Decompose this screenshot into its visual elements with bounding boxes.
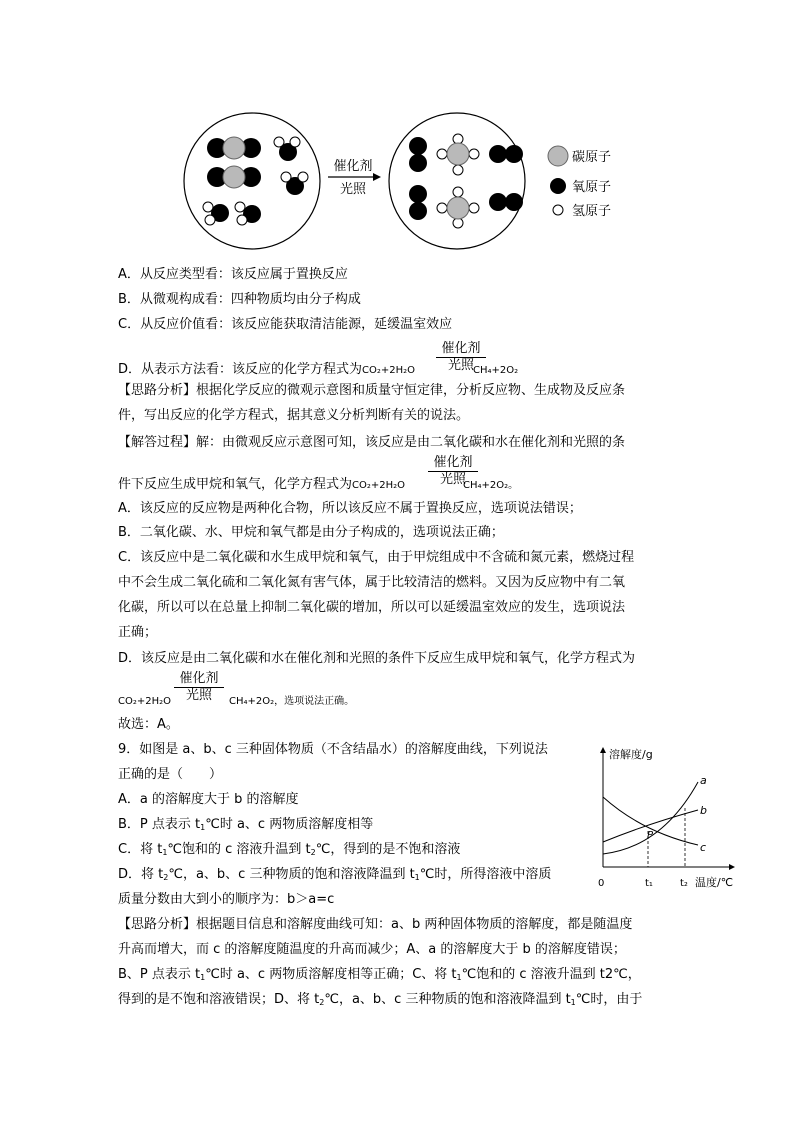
q8-explain-d2: CO₂+2H₂O CH₄+2O₂，选项说法正确。 [118,696,355,707]
q8-option-b: B．从微观构成看：四种物质均由分子构成 [118,292,361,307]
q8-explain-d-condition: 催化剂 光照 [172,671,226,704]
q8-option-d: D．从表示方法看：该反应的化学方程式为CO₂+2H₂O CH₄+2O₂ [118,362,519,377]
reaction-diagram [180,110,640,255]
light-label: 光照 [339,182,367,197]
q8-explain-c3: 化碳，所以可以在总量上抑制二氧化碳的增加，所以可以延缓温室效应的发生，选项说法 [118,600,626,615]
q8-explain-c4: 正确； [118,625,158,640]
series-b-label: b [700,804,707,817]
x-tick-t2: t₂ [680,878,688,889]
catalyst-label: 催化剂 [333,159,373,174]
q8-analysis-line2: 件，写出反应的化学方程式，据其意义分析判断有关的说法。 [118,408,470,423]
q8-solve-condition: 催化剂 光照 [426,455,480,488]
q9-stem-line1: 9．如图是 a、b、c 三种固体物质（不含结晶水）的溶解度曲线，下列说法 [118,742,548,757]
y-axis-label: 溶解度/g [609,748,653,761]
q9-option-d-line1: D．将 $t_2℃$，a、b、c 三种物质的饱和溶液降温到 $t_1℃$时，所得溶液中溶质 [118,867,552,882]
q8-explain-a: A．该反应的反应物是两种化合物，所以该反应不属于置换反应，选项说法错误； [118,501,582,516]
legend-hydrogen-label: 氢原子 [572,204,612,219]
q8-explain-c1: C．该反应中是二氧化碳和水生成甲烷和氧气，由于甲烷组成中不含硫和氮元素，燃烧过程 [118,550,635,565]
q8-explain-d1: D．该反应是由二氧化碳和水在催化剂和光照的条件下反应生成甲烷和氧气，化学方程式为 [118,651,636,666]
q8-option-d-condition: 催化剂 光照 [434,341,488,374]
co2-molecule [207,166,261,188]
q8-explain-c2: 中不会生成二氧化硫和二氧化氮有害气体，属于比较清洁的燃料。又因为反应物中有二氧 [118,575,626,590]
q9-analysis-line4: 得到的是不饱和溶液错误；D、将 $t_2℃$，a、b、c 三种物质的饱和溶液降温到 $t_1℃$时，由于 [118,992,643,1007]
q8-answer: 故选：A。 [118,717,179,732]
legend-oxygen-label: 氧原子 [572,180,612,195]
q8-explain-b: B．二氧化碳、水、甲烷和氧气都是由分子构成的，选项说法正确； [118,525,504,540]
co2-molecule [207,137,261,159]
q9-option-d-line2: 质量分数由大到小的顺序为：b＞a=c [118,892,335,907]
legend-carbon-label: 碳原子 [572,150,612,165]
q9-option-b: B．P 点表示 $t_1℃$时 a、c 两物质溶解度相等 [118,817,374,832]
q8-solve-line1: 【解答过程】解：由微观反应示意图可知，该反应是由二氧化碳和水在催化剂和光照的条 [118,435,626,450]
legend-carbon-icon [548,146,568,166]
product-circle [389,113,525,249]
series-a-label: a [700,774,707,787]
legend-hydrogen-icon [553,205,563,215]
curve-a [603,782,698,854]
x-axis-label: 温度/℃ [695,876,734,889]
q9-analysis-line1: 【思路分析】根据题目信息和溶解度曲线可知：a、b 两种固体物质的溶解度，都是随温度 [118,917,633,932]
q8-analysis-line1: 【思路分析】根据化学反应的微观示意图和质量守恒定律，分析反应物、生成物及反应条 [118,383,626,398]
legend-oxygen-icon [550,178,566,194]
point-p-label: P [647,830,654,841]
q8-option-c: C．从反应价值看：该反应能获取清洁能源，延缓温室效应 [118,317,453,332]
origin-label: 0 [598,878,605,889]
q9-analysis-line2: 升高而增大，而 c 的溶解度随温度的升高而减少；A、a 的溶解度大于 b 的溶解度错误； [118,942,626,957]
series-c-label: c [700,841,707,854]
solubility-chart [592,742,742,892]
q9-option-c: C．将 $t_1℃$饱和的 c 溶液升温到 $t_2℃$，得到的是不饱和溶液 [118,842,461,857]
q8-solve-line2: 件下反应生成甲烷和氧气，化学方程式为CO₂+2H₂O CH₄+2O₂。 [118,477,519,492]
x-tick-t1: t₁ [645,878,653,889]
q8-option-a: A．从反应类型看：该反应属于置换反应 [118,267,348,282]
q9-analysis-line3: B、P 点表示 $t_1℃$时 a、c 两物质溶解度相等正确；C、将 $t_1℃$饱和的 c 溶液升温到 t2℃， [118,967,641,982]
q9-stem-line2: 正确的是（ ） [118,767,223,782]
q9-option-a: A．a 的溶解度大于 b 的溶解度 [118,792,299,807]
